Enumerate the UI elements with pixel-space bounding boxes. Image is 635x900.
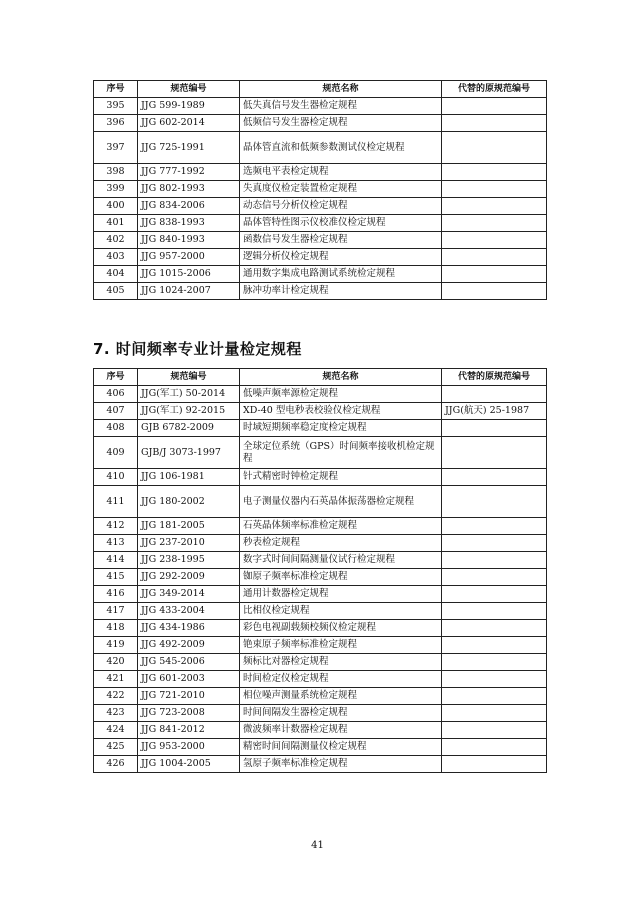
- cell-code: JJG 841-2012: [138, 722, 240, 739]
- cell-code: JJG 237-2010: [138, 535, 240, 552]
- cell-num: 420: [94, 654, 138, 671]
- table-row: [94, 620, 547, 637]
- header-num: 序号: [94, 369, 138, 386]
- cell-name: 电子测量仪器内石英晶体振荡器检定规程: [240, 486, 442, 518]
- cell-name: 低频信号发生器检定规程: [240, 115, 442, 132]
- table-row: [94, 266, 547, 283]
- spec-table-electronics: [93, 80, 547, 300]
- cell-replaced: [442, 552, 547, 569]
- cell-code: JJG 953-2000: [138, 739, 240, 756]
- cell-num: 407: [94, 403, 138, 420]
- cell-num: 401: [94, 215, 138, 232]
- header-num: 序号: [94, 81, 138, 98]
- cell-name: 选频电平表检定规程: [240, 164, 442, 181]
- table-row: [94, 420, 547, 437]
- cell-code: JJG 292-2009: [138, 569, 240, 586]
- cell-name: 精密时间间隔测量仪检定规程: [240, 739, 442, 756]
- cell-replaced: [442, 603, 547, 620]
- cell-num: 418: [94, 620, 138, 637]
- cell-name: 微波频率计数器检定规程: [240, 722, 442, 739]
- table-row: [94, 586, 547, 603]
- cell-num: 402: [94, 232, 138, 249]
- cell-name: 时间检定仪检定规程: [240, 671, 442, 688]
- table-row: [94, 535, 547, 552]
- cell-replaced: [442, 283, 547, 300]
- cell-code: JJG 545-2006: [138, 654, 240, 671]
- cell-code: JJG 1015-2006: [138, 266, 240, 283]
- cell-replaced: [442, 98, 547, 115]
- cell-code: JJG(军工) 50-2014: [138, 386, 240, 403]
- table-row: [94, 722, 547, 739]
- cell-replaced: [442, 688, 547, 705]
- cell-name: 通用数字集成电路测试系统检定规程: [240, 266, 442, 283]
- cell-replaced: [442, 722, 547, 739]
- cell-replaced: [442, 756, 547, 773]
- cell-code: JJG 106-1981: [138, 469, 240, 486]
- cell-name: 铯束原子频率标准检定规程: [240, 637, 442, 654]
- cell-num: 426: [94, 756, 138, 773]
- cell-code: JJG 238-1995: [138, 552, 240, 569]
- page-number: 41: [311, 840, 324, 851]
- cell-name: 秒表检定规程: [240, 535, 442, 552]
- table-row: [94, 756, 547, 773]
- cell-num: 421: [94, 671, 138, 688]
- cell-code: JJG 721-2010: [138, 688, 240, 705]
- cell-code: JJG 957-2000: [138, 249, 240, 266]
- cell-name: 频标比对器检定规程: [240, 654, 442, 671]
- table-row: [94, 486, 547, 518]
- cell-replaced: [442, 739, 547, 756]
- cell-name: 全球定位系统（GPS）时间频率接收机检定规程: [240, 437, 442, 469]
- cell-replaced: [442, 437, 547, 469]
- cell-num: 416: [94, 586, 138, 603]
- cell-name: 晶体管特性图示仪校准仪检定规程: [240, 215, 442, 232]
- table-row: [94, 637, 547, 654]
- cell-num: 414: [94, 552, 138, 569]
- cell-num: 398: [94, 164, 138, 181]
- cell-num: 397: [94, 132, 138, 164]
- cell-name: 失真度仪检定装置检定规程: [240, 181, 442, 198]
- cell-code: JJG 434-1986: [138, 620, 240, 637]
- table-row: [94, 739, 547, 756]
- cell-code: GJB 6782-2009: [138, 420, 240, 437]
- table-row: [94, 552, 547, 569]
- cell-replaced: [442, 535, 547, 552]
- cell-num: 396: [94, 115, 138, 132]
- cell-name: 低失真信号发生器检定规程: [240, 98, 442, 115]
- table-row: [94, 115, 547, 132]
- cell-replaced: [442, 249, 547, 266]
- cell-code: JJG 492-2009: [138, 637, 240, 654]
- table-row: [94, 132, 547, 164]
- table-row: [94, 518, 547, 535]
- cell-name: 氢原子频率标准检定规程: [240, 756, 442, 773]
- cell-code: JJG 433-2004: [138, 603, 240, 620]
- cell-name: 通用计数器检定规程: [240, 586, 442, 603]
- cell-replaced: [442, 469, 547, 486]
- table-row: [94, 403, 547, 420]
- header-code: 规范编号: [138, 81, 240, 98]
- table-row: [94, 671, 547, 688]
- cell-name: 比相仪检定规程: [240, 603, 442, 620]
- table-row: [94, 705, 547, 722]
- cell-code: JJG 725-1991: [138, 132, 240, 164]
- cell-replaced: [442, 198, 547, 215]
- cell-name: 脉冲功率计检定规程: [240, 283, 442, 300]
- cell-code: JJG 181-2005: [138, 518, 240, 535]
- cell-num: 410: [94, 469, 138, 486]
- cell-num: 399: [94, 181, 138, 198]
- cell-code: GJB/J 3073-1997: [138, 437, 240, 469]
- cell-num: 408: [94, 420, 138, 437]
- table-row: [94, 469, 547, 486]
- table-row: [94, 198, 547, 215]
- table-row: [94, 654, 547, 671]
- header-replaced: 代替的原规范编号: [442, 81, 547, 98]
- cell-replaced: [442, 586, 547, 603]
- cell-num: 395: [94, 98, 138, 115]
- cell-replaced: [442, 132, 547, 164]
- cell-code: JJG 838-1993: [138, 215, 240, 232]
- cell-name: 石英晶体频率标准检定规程: [240, 518, 442, 535]
- table-row: [94, 569, 547, 586]
- cell-replaced: [442, 705, 547, 722]
- cell-code: JJG 723-2008: [138, 705, 240, 722]
- cell-name: 针式精密时钟检定规程: [240, 469, 442, 486]
- cell-num: 422: [94, 688, 138, 705]
- cell-num: 413: [94, 535, 138, 552]
- cell-num: 409: [94, 437, 138, 469]
- cell-name: 相位噪声测量系统检定规程: [240, 688, 442, 705]
- cell-num: 417: [94, 603, 138, 620]
- table-row: [94, 249, 547, 266]
- cell-name: 彩色电视副载频校频仪检定规程: [240, 620, 442, 637]
- cell-name: 时域短期频率稳定度检定规程: [240, 420, 442, 437]
- cell-code: JJG 802-1993: [138, 181, 240, 198]
- cell-replaced: [442, 115, 547, 132]
- table-header-row: [94, 81, 547, 98]
- cell-code: JJG(军工) 92-2015: [138, 403, 240, 420]
- cell-replaced: [442, 420, 547, 437]
- table-row: [94, 164, 547, 181]
- cell-num: 419: [94, 637, 138, 654]
- table-row: [94, 603, 547, 620]
- cell-name: 数字式时间间隔测量仪试行检定规程: [240, 552, 442, 569]
- table-row: [94, 98, 547, 115]
- table-row: [94, 215, 547, 232]
- header-replaced: 代替的原规范编号: [442, 369, 547, 386]
- cell-code: JJG 601-2003: [138, 671, 240, 688]
- cell-num: 423: [94, 705, 138, 722]
- table-row: [94, 283, 547, 300]
- cell-num: 400: [94, 198, 138, 215]
- cell-name: 函数信号发生器检定规程: [240, 232, 442, 249]
- cell-code: JJG 349-2014: [138, 586, 240, 603]
- cell-code: JJG 599-1989: [138, 98, 240, 115]
- cell-num: 424: [94, 722, 138, 739]
- cell-num: 403: [94, 249, 138, 266]
- cell-replaced: [442, 620, 547, 637]
- cell-code: JJG 180-2002: [138, 486, 240, 518]
- cell-code: JJG 602-2014: [138, 115, 240, 132]
- table-row: [94, 232, 547, 249]
- cell-code: JJG 1024-2007: [138, 283, 240, 300]
- cell-replaced: [442, 671, 547, 688]
- cell-replaced: [442, 637, 547, 654]
- cell-replaced: [442, 164, 547, 181]
- cell-replaced: [442, 232, 547, 249]
- cell-num: 415: [94, 569, 138, 586]
- table-row: [94, 386, 547, 403]
- cell-name: 低噪声频率源检定规程: [240, 386, 442, 403]
- cell-code: JJG 834-2006: [138, 198, 240, 215]
- cell-replaced: JJG(航天) 25-1987: [442, 403, 547, 420]
- cell-replaced: [442, 386, 547, 403]
- cell-code: JJG 777-1992: [138, 164, 240, 181]
- cell-replaced: [442, 654, 547, 671]
- cell-num: 425: [94, 739, 138, 756]
- cell-name: XD-40 型电秒表校验仪检定规程: [240, 403, 442, 420]
- cell-replaced: [442, 486, 547, 518]
- cell-num: 406: [94, 386, 138, 403]
- cell-replaced: [442, 518, 547, 535]
- cell-replaced: [442, 266, 547, 283]
- cell-replaced: [442, 181, 547, 198]
- spec-table-time-frequency: [93, 368, 547, 773]
- cell-code: JJG 1004-2005: [138, 756, 240, 773]
- cell-name: 逻辑分析仪检定规程: [240, 249, 442, 266]
- table-row: [94, 437, 547, 469]
- cell-replaced: [442, 215, 547, 232]
- cell-name: 铷原子频率标准检定规程: [240, 569, 442, 586]
- table-header-row: [94, 369, 547, 386]
- cell-code: JJG 840-1993: [138, 232, 240, 249]
- cell-num: 411: [94, 486, 138, 518]
- table-row: [94, 688, 547, 705]
- header-name: 规范名称: [240, 81, 442, 98]
- header-code: 规范编号: [138, 369, 240, 386]
- cell-num: 404: [94, 266, 138, 283]
- cell-num: 412: [94, 518, 138, 535]
- cell-name: 时间间隔发生器检定规程: [240, 705, 442, 722]
- cell-num: 405: [94, 283, 138, 300]
- cell-replaced: [442, 569, 547, 586]
- header-name: 规范名称: [240, 369, 442, 386]
- section-title: 7. 时间频率专业计量检定规程: [93, 340, 302, 358]
- cell-name: 动态信号分析仪检定规程: [240, 198, 442, 215]
- cell-name: 晶体管直流和低频参数测试仪检定规程: [240, 132, 442, 164]
- table-row: [94, 181, 547, 198]
